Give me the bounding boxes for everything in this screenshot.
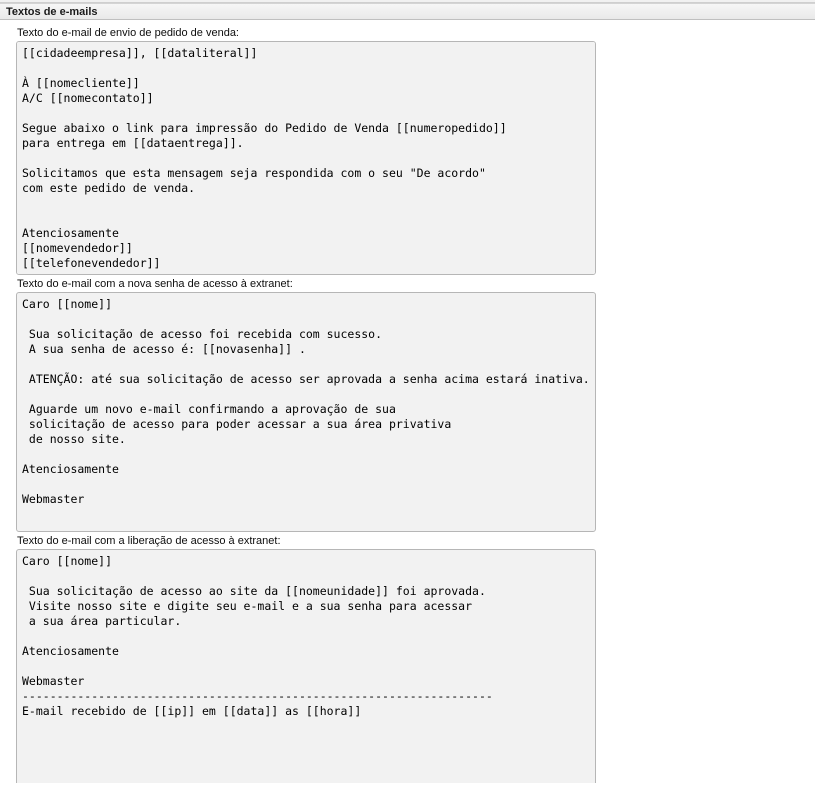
nova-senha-email-label: Texto do e-mail com a nova senha de acesso à extranet:: [17, 278, 293, 290]
pedido-venda-email-label: Texto do e-mail de envio de pedido de venda:: [17, 27, 239, 39]
nova-senha-email-textarea[interactable]: [16, 292, 596, 532]
liberacao-acesso-email-label: Texto do e-mail com a liberação de acesso à extranet:: [17, 535, 281, 547]
panel-title: Textos de e-mails: [0, 3, 815, 20]
panel-body: [0, 20, 815, 785]
liberacao-acesso-email-textarea[interactable]: [16, 549, 596, 785]
pedido-venda-email-textarea[interactable]: [16, 41, 596, 275]
